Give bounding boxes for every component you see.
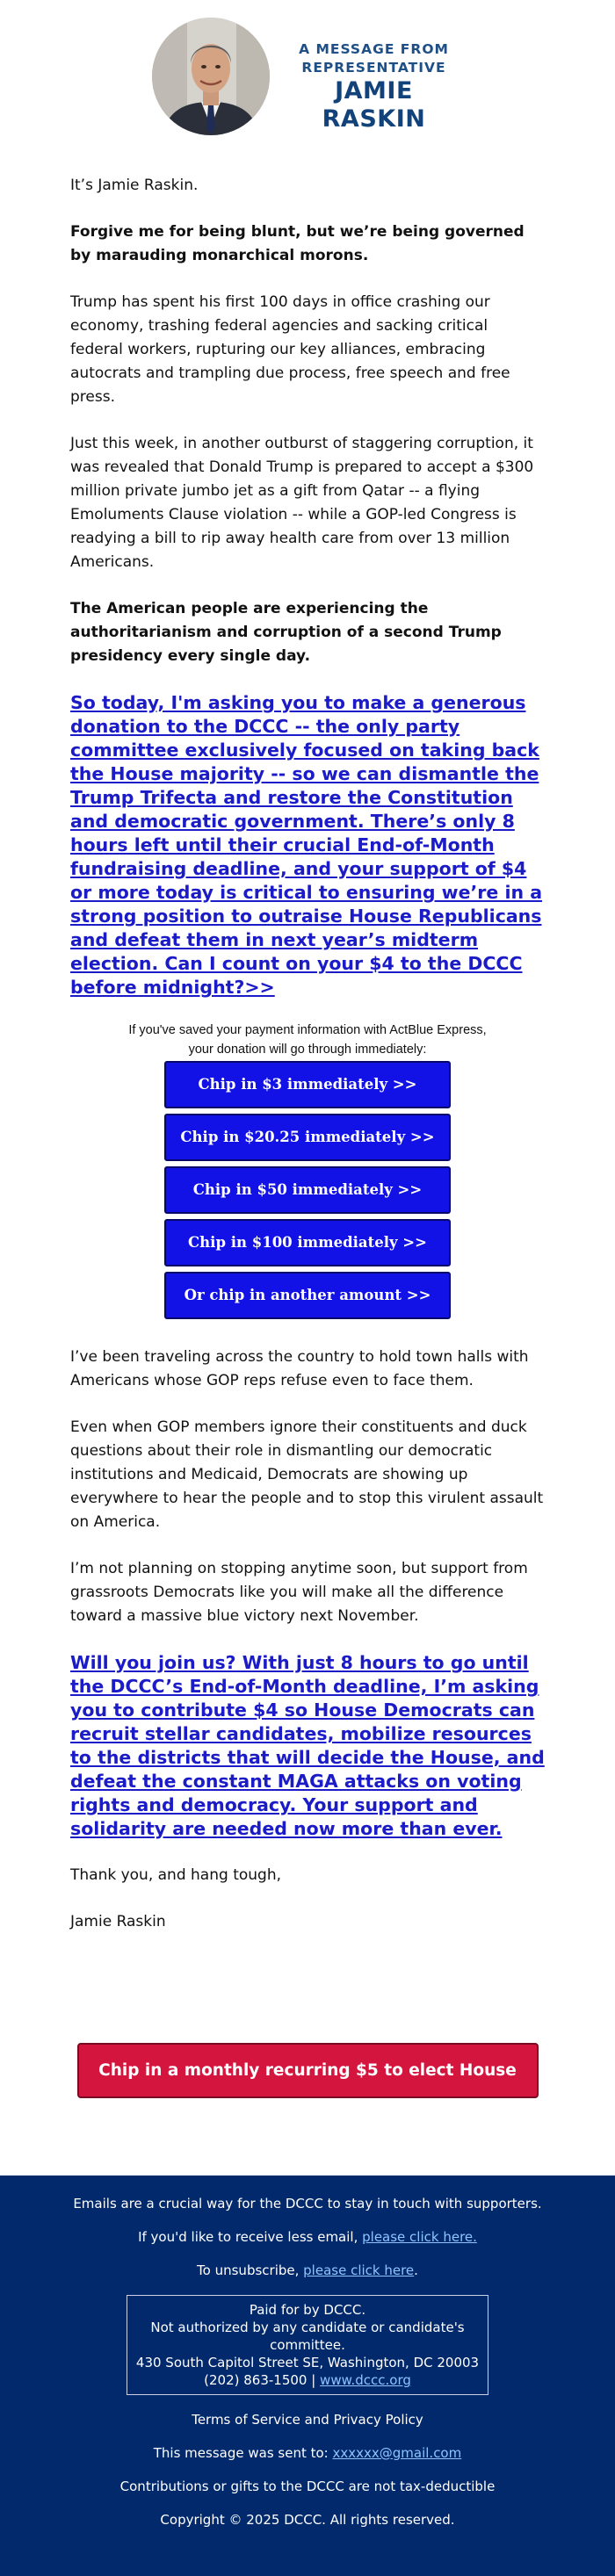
header-line-2: REPRESENTATIVE — [301, 60, 446, 76]
signature: Jamie Raskin — [70, 1913, 166, 1930]
header-message — [279, 40, 468, 133]
paid-line-1: Paid for by DCCC. — [249, 2302, 366, 2318]
greeting: It’s Jamie Raskin. — [70, 177, 199, 194]
header-line-1: A MESSAGE FROM — [299, 41, 449, 57]
footer-sent-to — [0, 2444, 615, 2462]
express-note-2: your donation will go through immediately: — [188, 1043, 427, 1057]
dccc-website-link[interactable]: www.dccc.org — [320, 2372, 411, 2388]
sign-off: Thank you, and hang tough, — [70, 1866, 282, 1884]
sent-to-text: This message was sent to: — [153, 2445, 333, 2461]
email-footer — [0, 2176, 615, 2576]
unsubscribe-period: . — [414, 2262, 418, 2278]
copyright: Copyright © 2025 DCCC. All rights reserved. — [160, 2512, 455, 2528]
paid-line-2: Not authorized by any candidate or candidate's committee. — [150, 2320, 465, 2353]
footer-intro: Emails are a crucial way for the DCCC to stay in touch with supporters. — [73, 2196, 542, 2212]
monthly-recurring-button[interactable]: Chip in a monthly recurring $5 to elect House Dems >> — [77, 2043, 539, 2098]
less-email-text: If you'd like to receive less email, — [138, 2229, 363, 2245]
chip-20-25-button[interactable]: Chip in $20.25 immediately >> — [164, 1114, 451, 1161]
paragraph-1: Trump has spent his first 100 days in office crashing our economy, trashing federal agencies and sacking critical federal workers, rupturing our key alliances, embracing autocrats and trampling due process, free speech and free press. — [70, 293, 510, 406]
unsubscribe-text: To unsubscribe, — [197, 2262, 304, 2278]
portrait-illustration — [152, 18, 270, 135]
donation-ask-link-2[interactable]: Will you join us? With just 8 hours to go until the DCCC’s End-of-Month deadline, I’m asking you to contribute $4 so House Democrats can recruit stellar candidates, mobilize resources to the districts that will decide the House, and defeat the constant MAGA attacks on voting rights and democracy. Your support and solidarity are needed now more than ever. — [70, 1652, 545, 1839]
raskin-portrait-image — [152, 18, 270, 135]
footer-unsubscribe — [0, 2262, 615, 2279]
header-name: JAMIE RASKIN — [322, 77, 426, 133]
chip-in-buttons — [164, 1061, 451, 1319]
unsubscribe-link[interactable]: please click here — [303, 2262, 415, 2278]
donation-ask-link-1[interactable]: So today, I'm asking you to make a generous donation to the DCCC -- the only party committee exclusively focused on taking back the House majority -- so we can dismantle the Trump Trifecta and restore the Constitution and democratic government. There’s only 8 hours left until their crucial End-of-Month fundraising deadline, and your support of $4 or more today is critical to ensuring we’re in a strong position to outraise House Republicans and defeat them in next year’s midterm election. Can I count on your $4 to the DCCC before midnight?>> — [70, 692, 543, 998]
chip-other-amount-button[interactable]: Or chip in another amount >> — [164, 1272, 451, 1319]
email-body — [0, 156, 615, 1934]
footer-less-email — [0, 2228, 615, 2246]
chip-3-button[interactable]: Chip in $3 immediately >> — [164, 1061, 451, 1108]
paid-contact — [131, 2371, 484, 2389]
paid-phone: (202) 863-1500 | — [204, 2372, 321, 2388]
paid-address: 430 South Capitol Street SE, Washington, DC 20003 — [135, 2355, 480, 2370]
recipient-email-link[interactable]: xxxxxx@gmail.com — [332, 2445, 462, 2461]
paid-for-box — [127, 2295, 488, 2395]
chip-50-button[interactable]: Chip in $50 immediately >> — [164, 1166, 451, 1214]
monthly-cta — [0, 1957, 615, 2176]
bold-statement-2: The American people are experiencing the authoritarianism and corruption of a second Trump presidency every single day. — [70, 600, 502, 665]
paragraph-4: Even when GOP members ignore their constituents and duck questions about their role in dismantling our democratic institutions and Medicaid, Democrats are showing up everywhere to hear the people and to stop this virulent assault on America. — [70, 1418, 544, 1531]
paragraph-3: I’ve been traveling across the country to hold town halls with Americans whose GOP reps refuse even to face them. — [70, 1348, 529, 1389]
paragraph-5: I’m not planning on stopping anytime soon, but support from grassroots Democrats like you will make all the difference toward a massive blue victory next November. — [70, 1560, 528, 1625]
express-note-1: If you've saved your payment information with ActBlue Express, — [128, 1023, 487, 1037]
bold-statement-1: Forgive me for being blunt, but we’re being governed by marauding monarchical morons. — [70, 223, 525, 264]
less-email-link[interactable]: please click here. — [362, 2229, 477, 2245]
email-header — [0, 0, 615, 156]
paragraph-2: Just this week, in another outburst of staggering corruption, it was revealed that Donald Trump is prepared to accept a $300 million private jumbo jet as a gift from Qatar -- a flying Emoluments Clause violation -- while a GOP-led Congress is readying a bill to rip away health care from over 13 million Americans. — [70, 435, 534, 571]
terms-privacy-link[interactable]: Terms of Service and Privacy Policy — [192, 2412, 423, 2428]
chip-100-button[interactable]: Chip in $100 immediately >> — [164, 1219, 451, 1266]
tax-disclaimer: Contributions or gifts to the DCCC are not tax-deductible — [119, 2479, 496, 2494]
